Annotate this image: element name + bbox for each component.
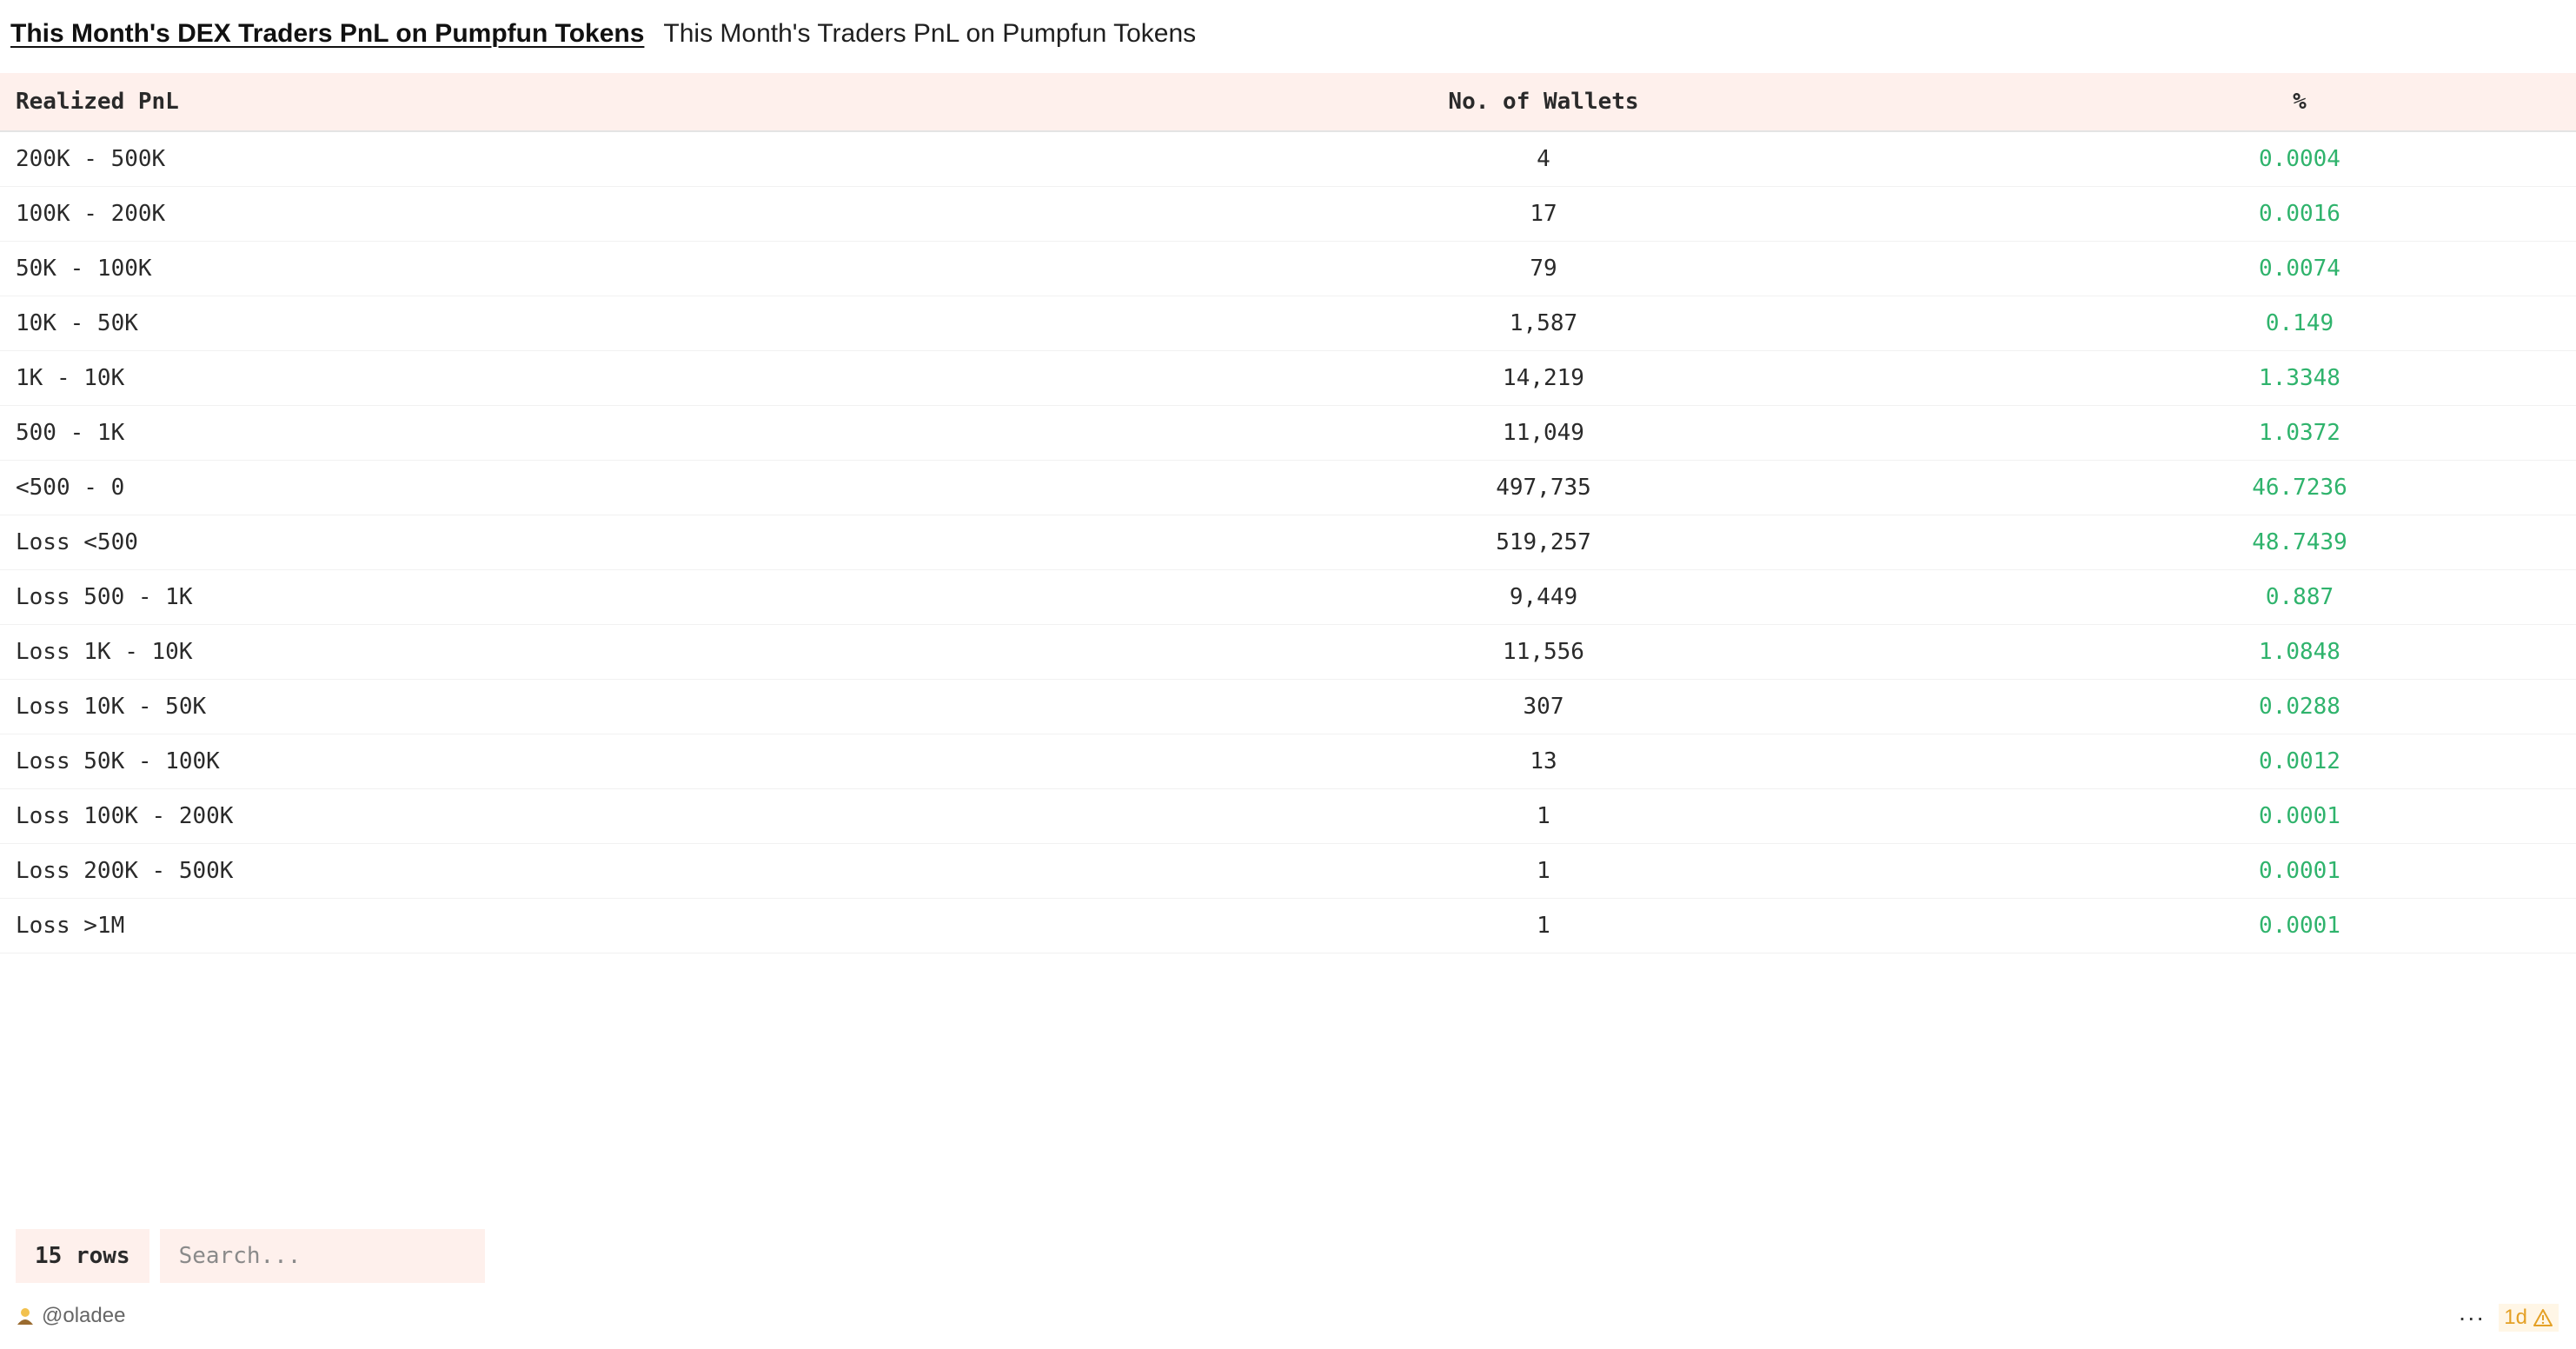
cell-percent [2059, 899, 2576, 954]
cell-percent [2059, 844, 2576, 899]
cell-realized-pnl: 10K - 50K [0, 296, 1059, 351]
column-header-wallets-label: No. of Wallets [1448, 89, 1639, 115]
cell-realized-pnl: <500 - 0 [0, 461, 1059, 515]
visualization-title: This Month's Traders PnL on Pumpfun Tokens [663, 19, 1197, 48]
table-row [0, 899, 2576, 954]
cell-wallets [1059, 899, 2059, 954]
cell-realized-pnl: Loss 50K - 100K [0, 734, 1059, 789]
cell-wallets-value: 4 [1537, 146, 1550, 172]
cell-realized-pnl: Loss 10K - 50K [0, 680, 1059, 734]
cell-wallets-value: 11,049 [1503, 420, 1584, 446]
cell-percent-value: 0.0074 [2259, 256, 2340, 282]
cell-wallets-value: 79 [1530, 256, 1557, 282]
cell-percent [2059, 515, 2576, 570]
cell-percent-value: 48.7439 [2252, 529, 2347, 555]
widget-header [10, 12, 1196, 56]
cell-wallets-value: 307 [1523, 694, 1564, 720]
cell-wallets-value: 1 [1537, 913, 1550, 939]
cell-percent-value: 0.0001 [2259, 913, 2340, 939]
cell-wallets-value: 14,219 [1503, 365, 1584, 391]
table-row [0, 406, 2576, 461]
cell-percent [2059, 680, 2576, 734]
cell-wallets-value: 1,587 [1509, 310, 1578, 336]
cell-percent-value: 0.0001 [2259, 858, 2340, 884]
table-body [0, 131, 2576, 954]
ellipsis-icon[interactable]: ··· [2458, 1304, 2486, 1331]
cell-realized-pnl: Loss 500 - 1K [0, 570, 1059, 625]
cell-percent-value: 1.3348 [2259, 365, 2340, 391]
cell-percent [2059, 461, 2576, 515]
cell-wallets [1059, 296, 2059, 351]
search-input[interactable] [160, 1229, 485, 1283]
cell-wallets [1059, 789, 2059, 844]
table-row [0, 734, 2576, 789]
cell-percent [2059, 187, 2576, 242]
cell-wallets [1059, 351, 2059, 406]
widget-tools [2458, 1304, 2559, 1332]
cell-wallets-value: 17 [1530, 201, 1557, 227]
cell-wallets [1059, 131, 2059, 187]
cell-percent [2059, 296, 2576, 351]
table-row [0, 844, 2576, 899]
column-header-realized-pnl[interactable]: Realized PnL [0, 73, 1059, 131]
cell-percent-value: 0.149 [2265, 310, 2334, 336]
cell-realized-pnl: Loss >1M [0, 899, 1059, 954]
cell-realized-pnl: 50K - 100K [0, 242, 1059, 296]
cell-percent-value: 0.887 [2265, 584, 2334, 610]
cell-wallets [1059, 844, 2059, 899]
age-warning-badge[interactable] [2499, 1304, 2559, 1332]
cell-percent [2059, 789, 2576, 844]
table-row [0, 515, 2576, 570]
cell-percent [2059, 625, 2576, 680]
cell-wallets-value: 11,556 [1503, 639, 1584, 665]
cell-percent [2059, 242, 2576, 296]
cell-percent-value: 0.0288 [2259, 694, 2340, 720]
cell-percent-value: 0.0016 [2259, 201, 2340, 227]
cell-realized-pnl: Loss 1K - 10K [0, 625, 1059, 680]
cell-realized-pnl: 500 - 1K [0, 406, 1059, 461]
table-header-row [0, 73, 2576, 131]
cell-wallets [1059, 187, 2059, 242]
cell-percent-value: 1.0848 [2259, 639, 2340, 665]
table-row [0, 680, 2576, 734]
cell-percent [2059, 406, 2576, 461]
cell-percent [2059, 570, 2576, 625]
cell-realized-pnl: Loss 200K - 500K [0, 844, 1059, 899]
cell-percent-value: 46.7236 [2252, 475, 2347, 501]
avatar-icon [16, 1306, 35, 1326]
cell-realized-pnl: 1K - 10K [0, 351, 1059, 406]
cell-wallets-value: 1 [1537, 803, 1550, 829]
author-info[interactable] [16, 1304, 125, 1328]
cell-percent [2059, 351, 2576, 406]
table-row [0, 570, 2576, 625]
cell-wallets-value: 519,257 [1496, 529, 1591, 555]
cell-wallets [1059, 734, 2059, 789]
cell-wallets [1059, 570, 2059, 625]
cell-realized-pnl: Loss <500 [0, 515, 1059, 570]
cell-realized-pnl: Loss 100K - 200K [0, 789, 1059, 844]
column-header-percent[interactable] [2059, 73, 2576, 131]
cell-wallets [1059, 406, 2059, 461]
table-row [0, 625, 2576, 680]
table-row [0, 242, 2576, 296]
cell-realized-pnl: 200K - 500K [0, 131, 1059, 187]
table-row [0, 131, 2576, 187]
cell-percent-value: 0.0004 [2259, 146, 2340, 172]
author-handle[interactable]: @oladee [42, 1304, 126, 1327]
table-row [0, 351, 2576, 406]
cell-percent [2059, 131, 2576, 187]
table-row [0, 461, 2576, 515]
table-row [0, 296, 2576, 351]
cell-percent-value: 0.0001 [2259, 803, 2340, 829]
row-count-badge: 15 rows [16, 1229, 149, 1283]
warning-triangle-icon [2533, 1308, 2553, 1327]
cell-wallets [1059, 515, 2059, 570]
age-label: 1d [2504, 1306, 2527, 1329]
cell-realized-pnl: 100K - 200K [0, 187, 1059, 242]
cell-percent-value: 0.0012 [2259, 748, 2340, 774]
table-row [0, 187, 2576, 242]
cell-percent [2059, 734, 2576, 789]
cell-wallets [1059, 461, 2059, 515]
cell-wallets-value: 13 [1530, 748, 1557, 774]
cell-wallets-value: 497,735 [1496, 475, 1591, 501]
cell-wallets-value: 1 [1537, 858, 1550, 884]
table-row [0, 789, 2576, 844]
column-header-percent-label: % [2293, 89, 2307, 115]
cell-percent-value: 1.0372 [2259, 420, 2340, 446]
column-header-wallets[interactable] [1059, 73, 2059, 131]
cell-wallets-value: 9,449 [1509, 584, 1578, 610]
query-title-link[interactable]: This Month's DEX Traders PnL on Pumpfun Tokens [10, 19, 645, 48]
pnl-table [0, 73, 2576, 954]
cell-wallets [1059, 242, 2059, 296]
cell-wallets [1059, 680, 2059, 734]
cell-wallets [1059, 625, 2059, 680]
table-footer-controls [16, 1229, 485, 1283]
